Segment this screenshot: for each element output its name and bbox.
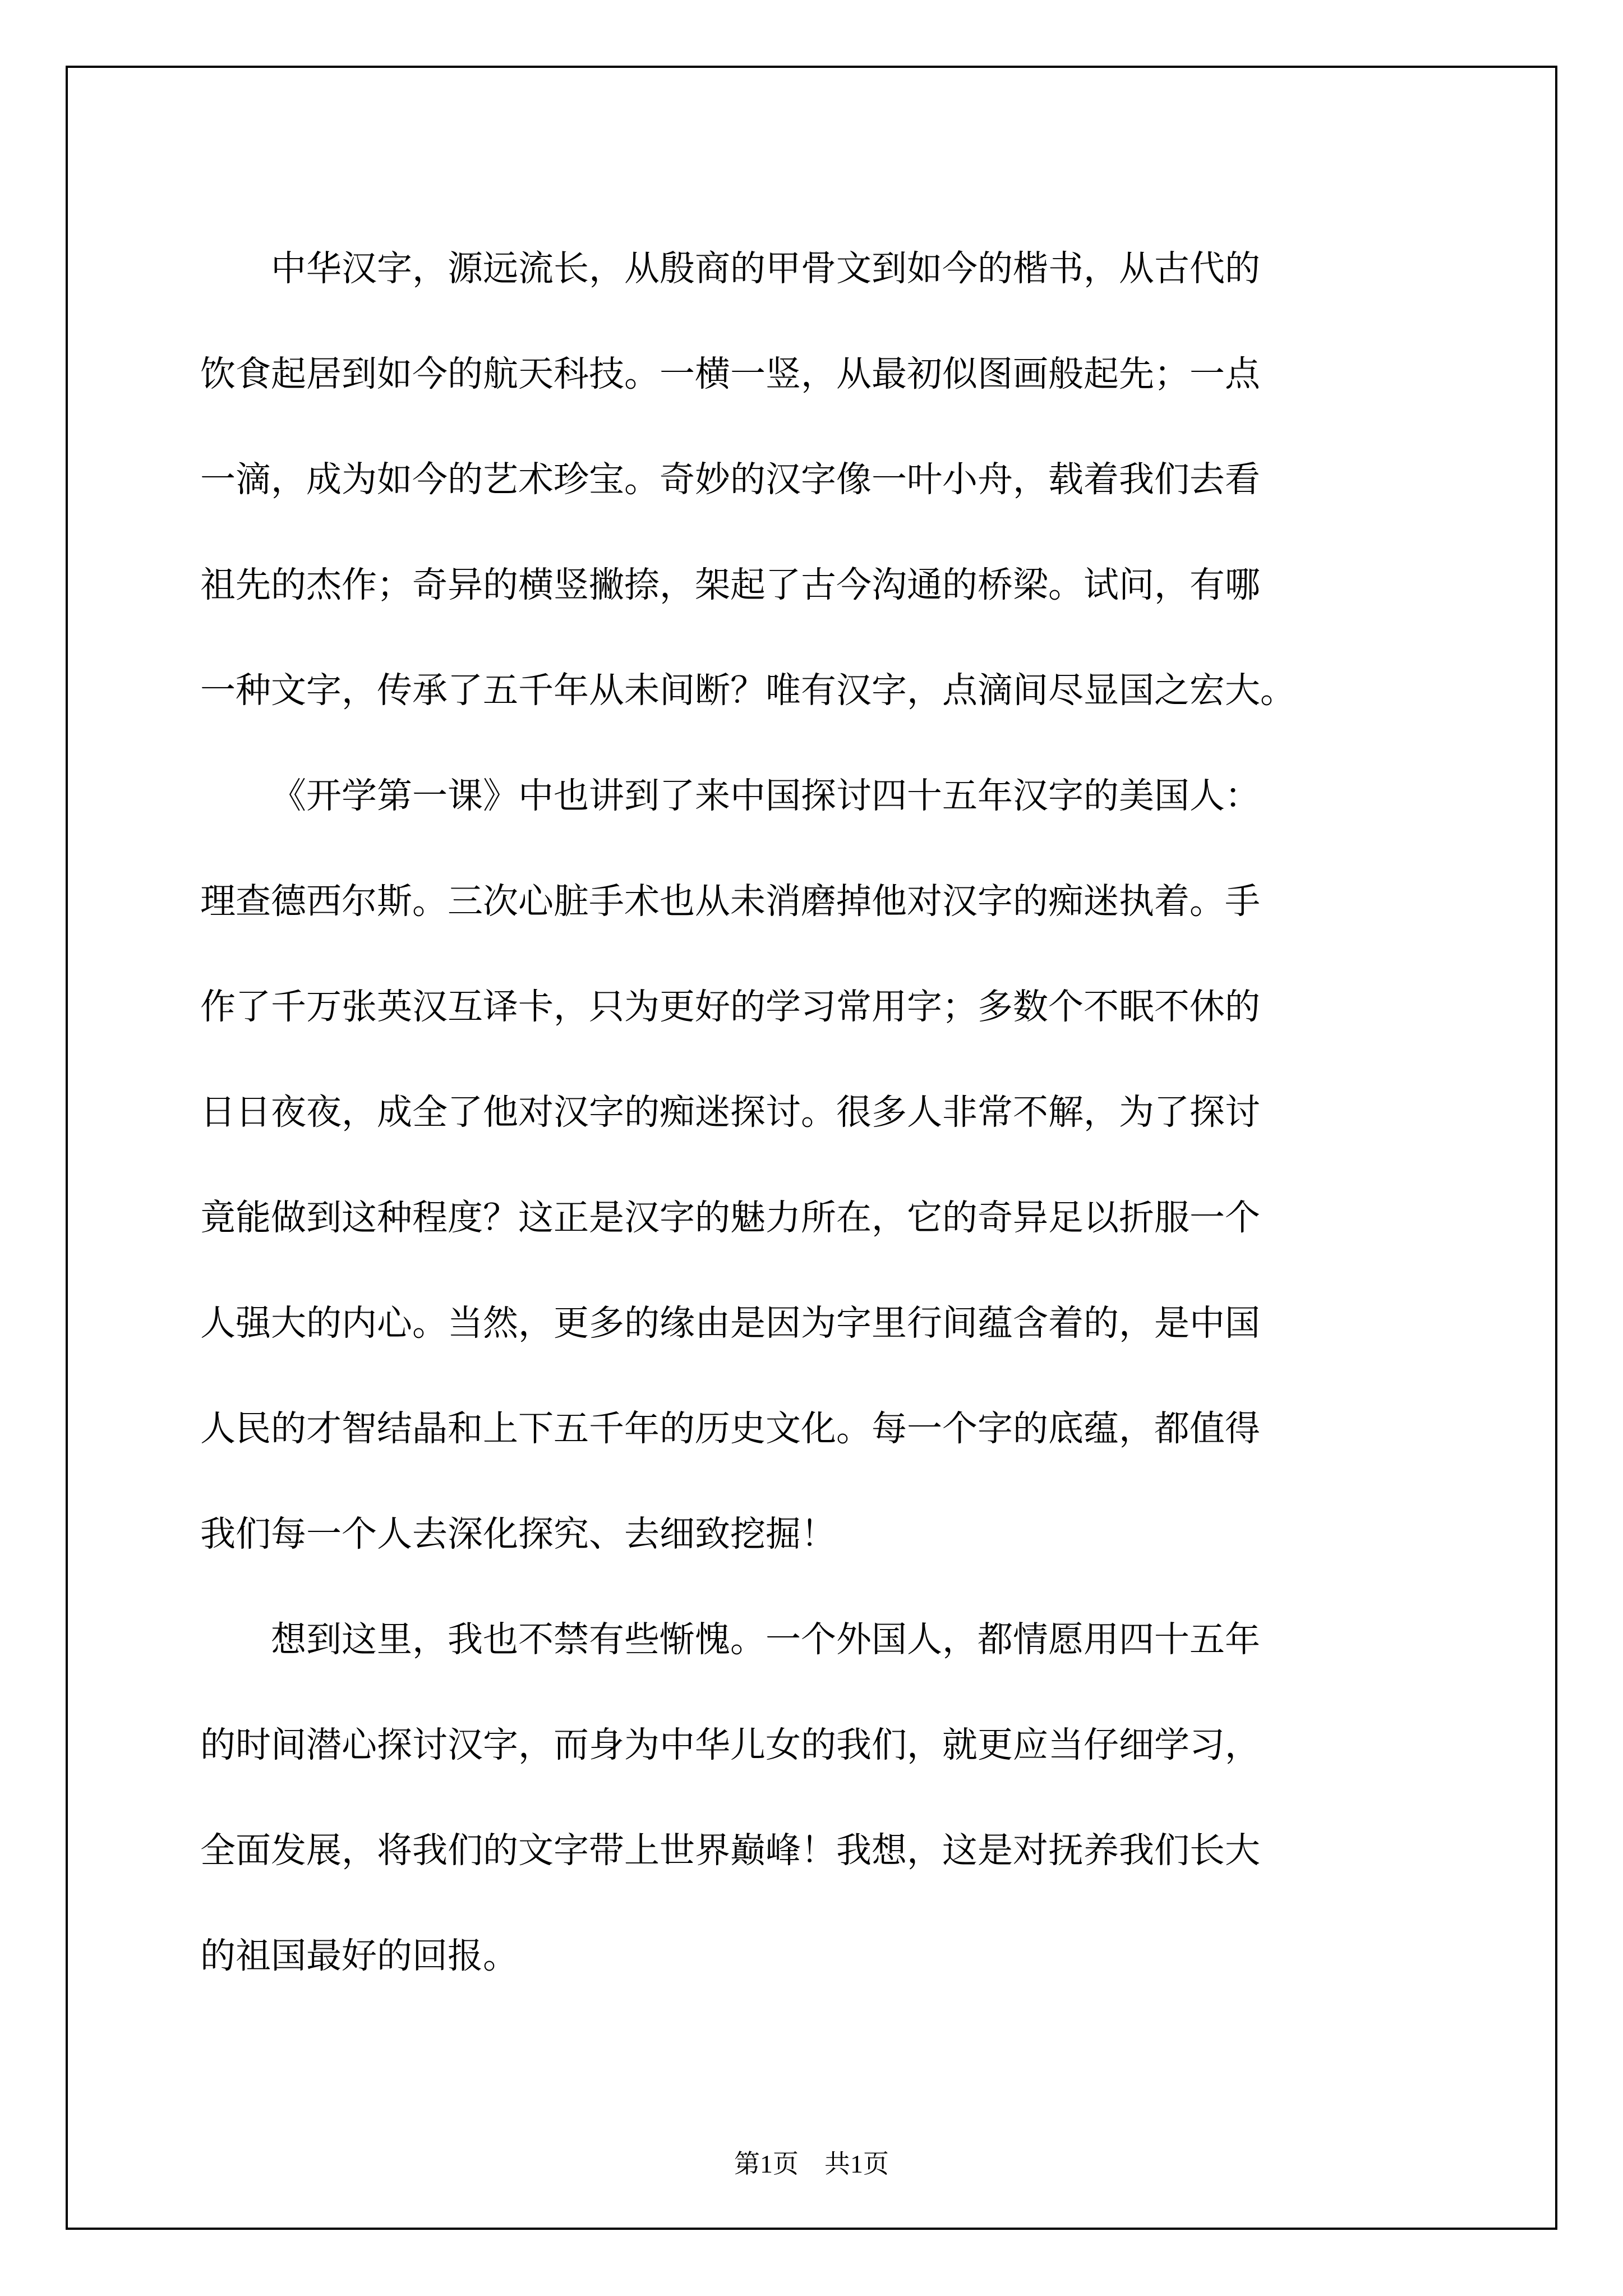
text-line: 的祖国最好的回报。 (200, 1935, 518, 1976)
text-line: 一种文字，传承了五千年从未间断？唯有汉字，点滴间尽显国之宏大。 (200, 670, 1295, 711)
text-line: 的时间潜心探讨汉字，而身为中华儿女的我们，就更应当仔细学习， (200, 1724, 1260, 1765)
text-line: 人民的才智结晶和上下五千年的历史文化。每一个字的底蕴，都值得 (200, 1408, 1260, 1449)
text-line: 我们每一个人去深化探究、去细致挖掘！ (200, 1513, 836, 1554)
text-line: 饮食起居到如今的航天科技。一横一竖，从最初似图画般起先；一点 (200, 353, 1260, 394)
text-line: 作了千万张英汉互译卡，只为更好的学习常用字；多数个不眠不休的 (200, 986, 1260, 1027)
paragraph-2 (200, 743, 1434, 1587)
page-number: 第1页 (734, 2150, 799, 2178)
text-line: 想到这里，我也不禁有些惭愧。一个外国人，都情愿用四十五年 (271, 1619, 1260, 1660)
page-footer (0, 2147, 1623, 2181)
paragraph-3 (200, 1587, 1434, 2009)
paragraph-1 (200, 216, 1434, 743)
text-line: 全面发展，将我们的文字带上世界巅峰！我想，这是对抚养我们长大 (200, 1830, 1260, 1871)
text-line: 一滴，成为如今的艺术珍宝。奇妙的汉字像一叶小舟，载着我们去看 (200, 459, 1260, 500)
text-line: 日日夜夜，成全了他对汉字的痴迷探讨。很多人非常不解，为了探讨 (200, 1092, 1260, 1133)
page-total: 共1页 (824, 2150, 889, 2178)
text-line: 理查德西尔斯。三次心脏手术也从未消磨掉他对汉字的痴迷执着。手 (200, 881, 1260, 922)
text-line: 人强大的内心。当然，更多的缘由是因为字里行间蕴含着的，是中国 (200, 1303, 1260, 1343)
text-line: 竟能做到这种程度？这正是汉字的魅力所在，它的奇异足以折服一个 (200, 1197, 1260, 1238)
document-body (200, 216, 1434, 2009)
text-line: 《开学第一课》中也讲到了来中国探讨四十五年汉字的美国人： (271, 775, 1260, 816)
text-line: 中华汉字，源远流长，从殷商的甲骨文到如今的楷书，从古代的 (271, 248, 1260, 289)
text-line: 祖先的杰作；奇异的横竖撇捺，架起了古今沟通的桥梁。试问，有哪 (200, 564, 1260, 605)
